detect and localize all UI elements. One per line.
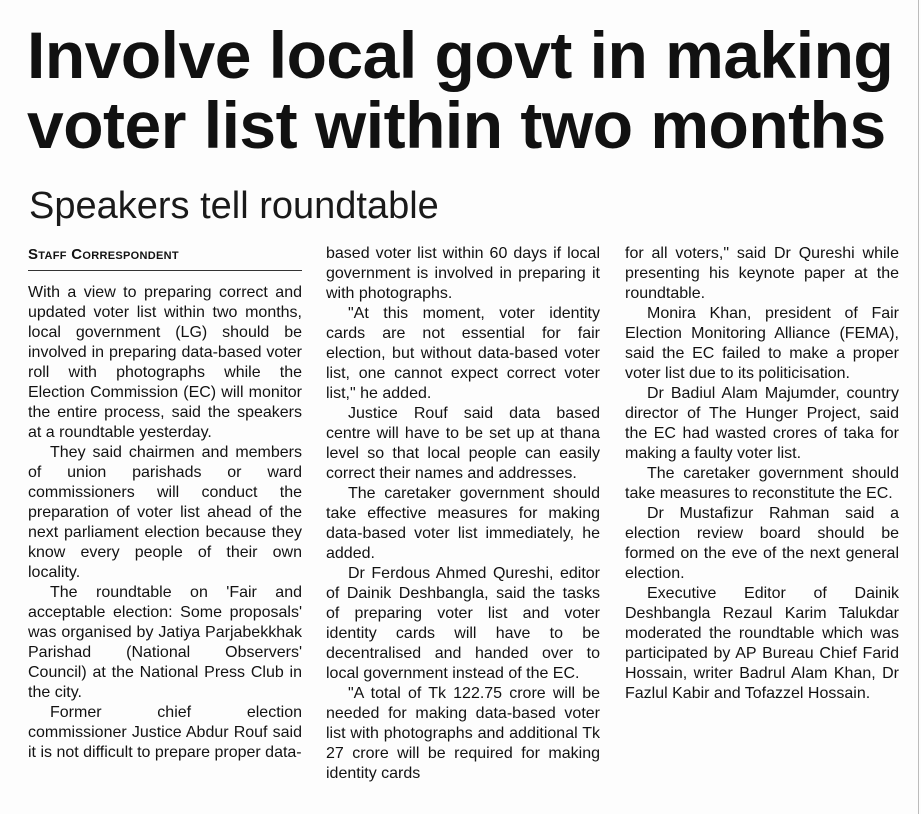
paragraph: Former chief election commissioner Justice Abdur Rouf said it is not difficult to prepare proper data- <box>28 704 302 761</box>
paragraph: Monira Khan, president of Fair Election Monitoring Alliance (FEMA), said the EC failed to make a proper voter list due to its politicisation. <box>625 305 899 382</box>
byline: Staff Correspondent <box>28 244 302 271</box>
paragraph: for all voters," said Dr Qureshi while presenting his keynote paper at the roundtable. <box>625 245 899 302</box>
paragraph: Justice Rouf said data based centre will have to be set up at thana level so that local people can easily correct their names and addresses. <box>326 405 600 482</box>
paragraph: Dr Mustafizur Rahman said a election review board should be formed on the eve of the next general election. <box>625 505 899 582</box>
column-1 <box>28 244 302 763</box>
paragraph: "A total of Tk 122.75 crore will be needed for making data-based voter list with photographs and additional Tk 27 crore will be required for making identity cards <box>326 685 600 782</box>
paragraph: The caretaker government should take measures to reconstitute the EC. <box>625 465 899 502</box>
paragraph: Dr Badiul Alam Majumder, country director of The Hunger Project, said the EC had wasted crores of taka for making a faulty voter list. <box>625 385 899 462</box>
paragraph: Executive Editor of Dainik Deshbangla Rezaul Karim Talukdar moderated the roundtable which was participated by AP Bureau Chief Farid Hossain, writer Badrul Alam Khan, Dr Fazlul Kabir and Tofazzel Hossain. <box>625 585 899 702</box>
headline: Involve local govt in making voter list within two months <box>27 18 894 162</box>
clipping-edge-line <box>918 0 919 814</box>
paragraph: The roundtable on 'Fair and acceptable election: Some proposals' was organised by Jatiya Parjabekkhak Parishad (National Observers' Council) at the National Press Club in the city. <box>28 584 302 701</box>
subheadline: Speakers tell roundtable <box>29 185 439 227</box>
paragraph: The caretaker government should take effective measures for making data-based voter list immediately, he added. <box>326 485 600 562</box>
paragraph: "At this moment, voter identity cards are not essential for fair election, but without data-based voter list, one cannot expect correct voter list," he added. <box>326 305 600 402</box>
column-3 <box>625 244 899 704</box>
article-body <box>28 244 902 804</box>
column-2 <box>326 244 600 784</box>
paragraph: based voter list within 60 days if local government is involved in preparing it with photographs. <box>326 245 600 302</box>
paragraph: With a view to preparing correct and updated voter list within two months, local government (LG) should be involved in preparing data-based voter roll with photographs while the Election Commission (EC) will monitor the entire process, said the speakers at a roundtable yesterday. <box>28 284 302 441</box>
paragraph: Dr Ferdous Ahmed Qureshi, editor of Dainik Deshbangla, said the tasks of preparing voter list and voter identity cards will have to be decentralised and handed over to local government instead of the EC. <box>326 565 600 682</box>
paragraph: They said chairmen and members of union parishads or ward commissioners will conduct the preparation of voter list ahead of the next parliament election because they know every people of their own locality. <box>28 444 302 581</box>
